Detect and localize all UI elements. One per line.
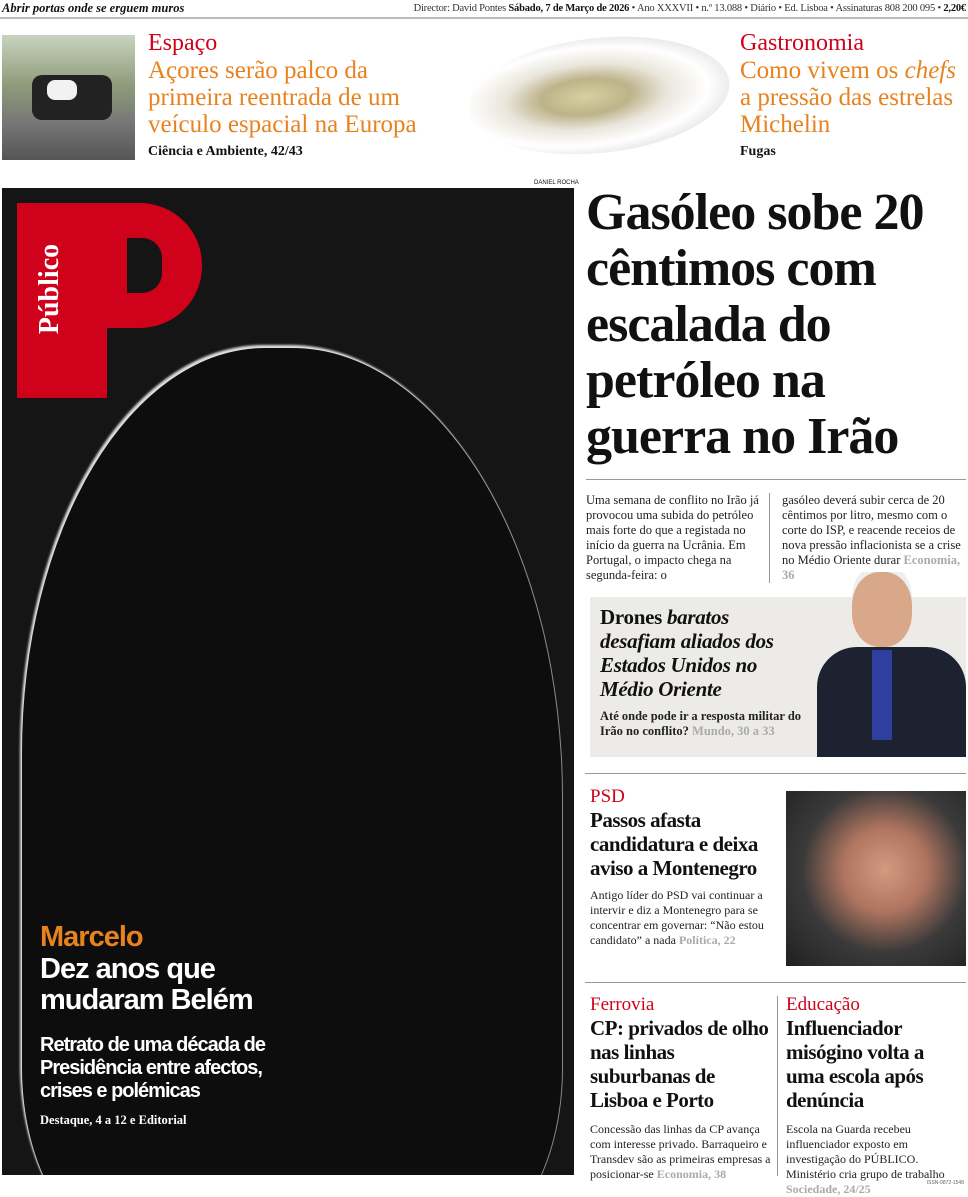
cover-subtitle: Retrato de uma década de Presidência entre afectos, crises e polémicas bbox=[40, 1034, 265, 1102]
psd-article[interactable]: PSD Passos afasta candidatura e deixa aviso a Montenegro Antigo líder do PSD vai continuar a intervir e diz a Montenegro para se concentrar em governar: “Não estou candidato” a nada Política, 22 bbox=[590, 786, 764, 947]
cover-kicker: Marcelo bbox=[40, 921, 143, 953]
teaser-gastronomia[interactable]: Gastronomia Como vivem os chefs a pressão das estrelas Michelin Fugas bbox=[740, 30, 956, 159]
passos-photo bbox=[786, 791, 966, 966]
cover-title: Dez anos que mudaram Belém bbox=[40, 953, 253, 1016]
logo: Público bbox=[17, 203, 202, 398]
oyster-photo[interactable] bbox=[460, 28, 732, 168]
cover-ref: Destaque, 4 a 12 e Editorial bbox=[40, 1113, 187, 1127]
educacao-article[interactable]: Educação Influenciador misógino volta a uma escola após denúncia Escola na Guarda recebeu influenciador exposto em investigação do PÚBLICO. Ministério cria grupo de trabalho Sociedade, 24/25 bbox=[786, 994, 945, 1196]
motto: Abrir portas onde se erguem muros bbox=[2, 1, 185, 15]
issue-info: Director: David Pontes Sábado, 7 de Março de 2026 • Ano XXXVII • n.º 13.088 • Diário • Ed. Lisboa • Assinaturas 808 200 095 • 2,20€ bbox=[413, 3, 966, 14]
lead-col2: gasóleo deverá subir cerca de 20 cêntimos por litro, mesmo com o corte do ISP, e reacende receios de nova pressão inflacionista se a crise no Médio Oriente durar Economia, 36 bbox=[782, 493, 961, 582]
lead-headline: Gasóleo sobe 20 cêntimos com escalada do petróleo na guerra no Irão bbox=[586, 184, 924, 465]
lead-article[interactable] bbox=[586, 185, 966, 583]
masthead-bar bbox=[0, 0, 968, 19]
lead-col1: Uma semana de conflito no Irão já provocou uma subida do petróleo mais forte do que a registada no início da guerra na Ucrânia. Em Portugal, o impacto chega na segunda-feira: o bbox=[586, 493, 770, 583]
photo-credit: DANIEL ROCHA bbox=[534, 180, 579, 186]
trump-photo bbox=[812, 572, 966, 757]
drones-box[interactable]: Drones baratos desafiam aliados dos Estados Unidos no Médio Oriente Até onde pode ir a resposta militar do Irão no conflito? Mundo, 30 a 33 bbox=[590, 597, 966, 757]
cows-photo[interactable] bbox=[2, 35, 135, 160]
cover-photo[interactable] bbox=[2, 188, 574, 1175]
ferrovia-article[interactable]: Ferrovia CP: privados de olho nas linhas suburbanas de Lisboa e Porto Concessão das linhas da CP avança com interesse privado. Barraqueiro e Transdev são as primeiras empresas a posicionar-se Economia, 38 bbox=[590, 994, 771, 1181]
issn: ISSN-0872-1548 bbox=[926, 1180, 964, 1186]
teaser-espaco[interactable]: Espaço Açores serão palco da primeira reentrada de um veículo espacial na Europa Ciência e Ambiente, 42/43 bbox=[148, 30, 417, 159]
price: 2,20€ bbox=[943, 3, 966, 14]
